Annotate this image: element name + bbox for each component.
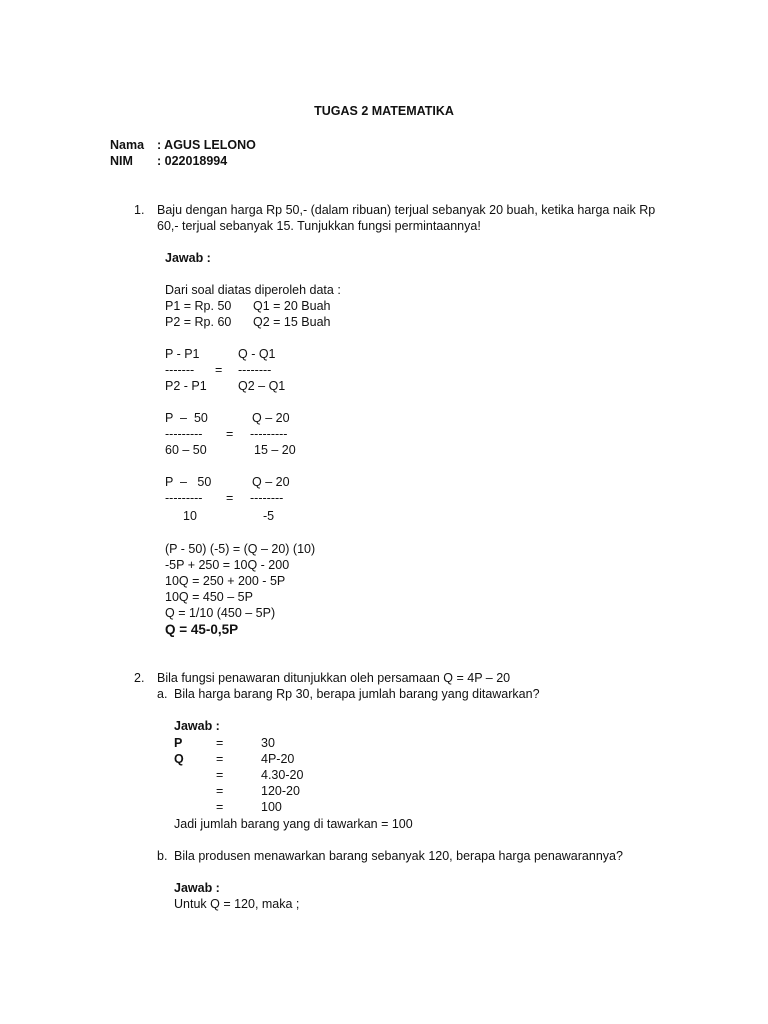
f1-den-right: Q2 – Q1 (238, 379, 286, 393)
q1-step-3: 10Q = 250 + 200 - 5P (165, 574, 286, 588)
f3-num-left: P – 50 (165, 475, 212, 489)
q2a-row-eq: = (216, 784, 224, 798)
q2a-row-var: P (174, 736, 183, 750)
f1-num-left: P - P1 (165, 347, 200, 361)
f1-den-left: P2 - P1 (165, 379, 207, 393)
q1-number: 1. (134, 203, 145, 217)
q2a-row-eq: = (216, 736, 224, 750)
q2b-label: b. (157, 849, 168, 863)
f3-den-left: 10 (183, 509, 197, 523)
q2-number: 2. (134, 671, 145, 685)
f3-eq: = (226, 491, 234, 505)
q1-final-answer: Q = 45-0,5P (165, 622, 239, 637)
q2a-row-val: 120-20 (261, 784, 300, 798)
q2a-row-val: 4P-20 (261, 752, 295, 766)
q2a-text: Bila harga barang Rp 30, berapa jumlah barang yang ditawarkan? (174, 687, 540, 701)
q2a-row-val: 4.30-20 (261, 768, 304, 782)
q1-q1: Q1 = 20 Buah (253, 299, 331, 313)
q1-data-intro: Dari soal diatas diperoleh data : (165, 283, 341, 297)
page-title: TUGAS 2 MATEMATIKA (314, 104, 454, 118)
q1-step-5: Q = 1/10 (450 – 5P) (165, 606, 276, 620)
q2a-row-var: Q (174, 752, 184, 766)
f1-dash-right: -------- (238, 363, 272, 377)
q2b-text: Bila produsen menawarkan barang sebanyak 120, berapa harga penawarannya? (174, 849, 623, 863)
f1-num-right: Q - Q1 (238, 347, 276, 361)
f3-dash-right: -------- (250, 491, 284, 505)
q2a-row-val: 30 (261, 736, 275, 750)
q2b-jawab: Jawab : (174, 881, 220, 895)
q1-text-line1: Baju dengan harga Rp 50,- (dalam ribuan) terjual sebanyak 20 buah, ketika harga naik Rp (157, 203, 656, 217)
q2-text: Bila fungsi penawaran ditunjukkan oleh persamaan Q = 4P – 20 (157, 671, 511, 685)
q1-text-line2: 60,- terjual sebanyak 15. Tunjukkan fungsi permintaannya! (157, 219, 481, 233)
q2a-row-eq: = (216, 752, 224, 766)
f2-den-left: 60 – 50 (165, 443, 207, 457)
f2-eq: = (226, 427, 234, 441)
q1-step-2: -5P + 250 = 10Q - 200 (165, 558, 290, 572)
nama-value: : AGUS LELONO (157, 138, 256, 152)
f1-eq: = (215, 363, 223, 377)
q1-step-1: (P - 50) (-5) = (Q – 20) (10) (165, 542, 316, 556)
nim-value: : 022018994 (157, 154, 228, 168)
q2a-conclusion: Jadi jumlah barang yang di tawarkan = 100 (174, 817, 413, 831)
q2a-row-val: 100 (261, 800, 282, 814)
f2-num-left: P – 50 (165, 411, 208, 425)
f2-dash-right: --------- (250, 427, 288, 441)
q2b-untuk: Untuk Q = 120, maka ; (174, 897, 300, 911)
f3-num-right: Q – 20 (252, 475, 290, 489)
q2a-row-eq: = (216, 768, 224, 782)
q2a-jawab: Jawab : (174, 719, 220, 733)
nim-label: NIM (110, 154, 133, 168)
f3-den-right: -5 (263, 509, 275, 523)
q1-p2: P2 = Rp. 60 (165, 315, 232, 329)
q1-p1: P1 = Rp. 50 (165, 299, 232, 313)
q2a-row-eq: = (216, 800, 224, 814)
nama-label: Nama (110, 138, 145, 152)
q1-jawab: Jawab : (165, 251, 211, 265)
q1-step-4: 10Q = 450 – 5P (165, 590, 253, 604)
f3-dash-left: --------- (165, 491, 203, 505)
f2-den-right: 15 – 20 (254, 443, 296, 457)
q2a-label: a. (157, 687, 168, 701)
q1-q2: Q2 = 15 Buah (253, 315, 331, 329)
f2-num-right: Q – 20 (252, 411, 290, 425)
f2-dash-left: --------- (165, 427, 203, 441)
f1-dash-left: ------- (165, 363, 195, 377)
